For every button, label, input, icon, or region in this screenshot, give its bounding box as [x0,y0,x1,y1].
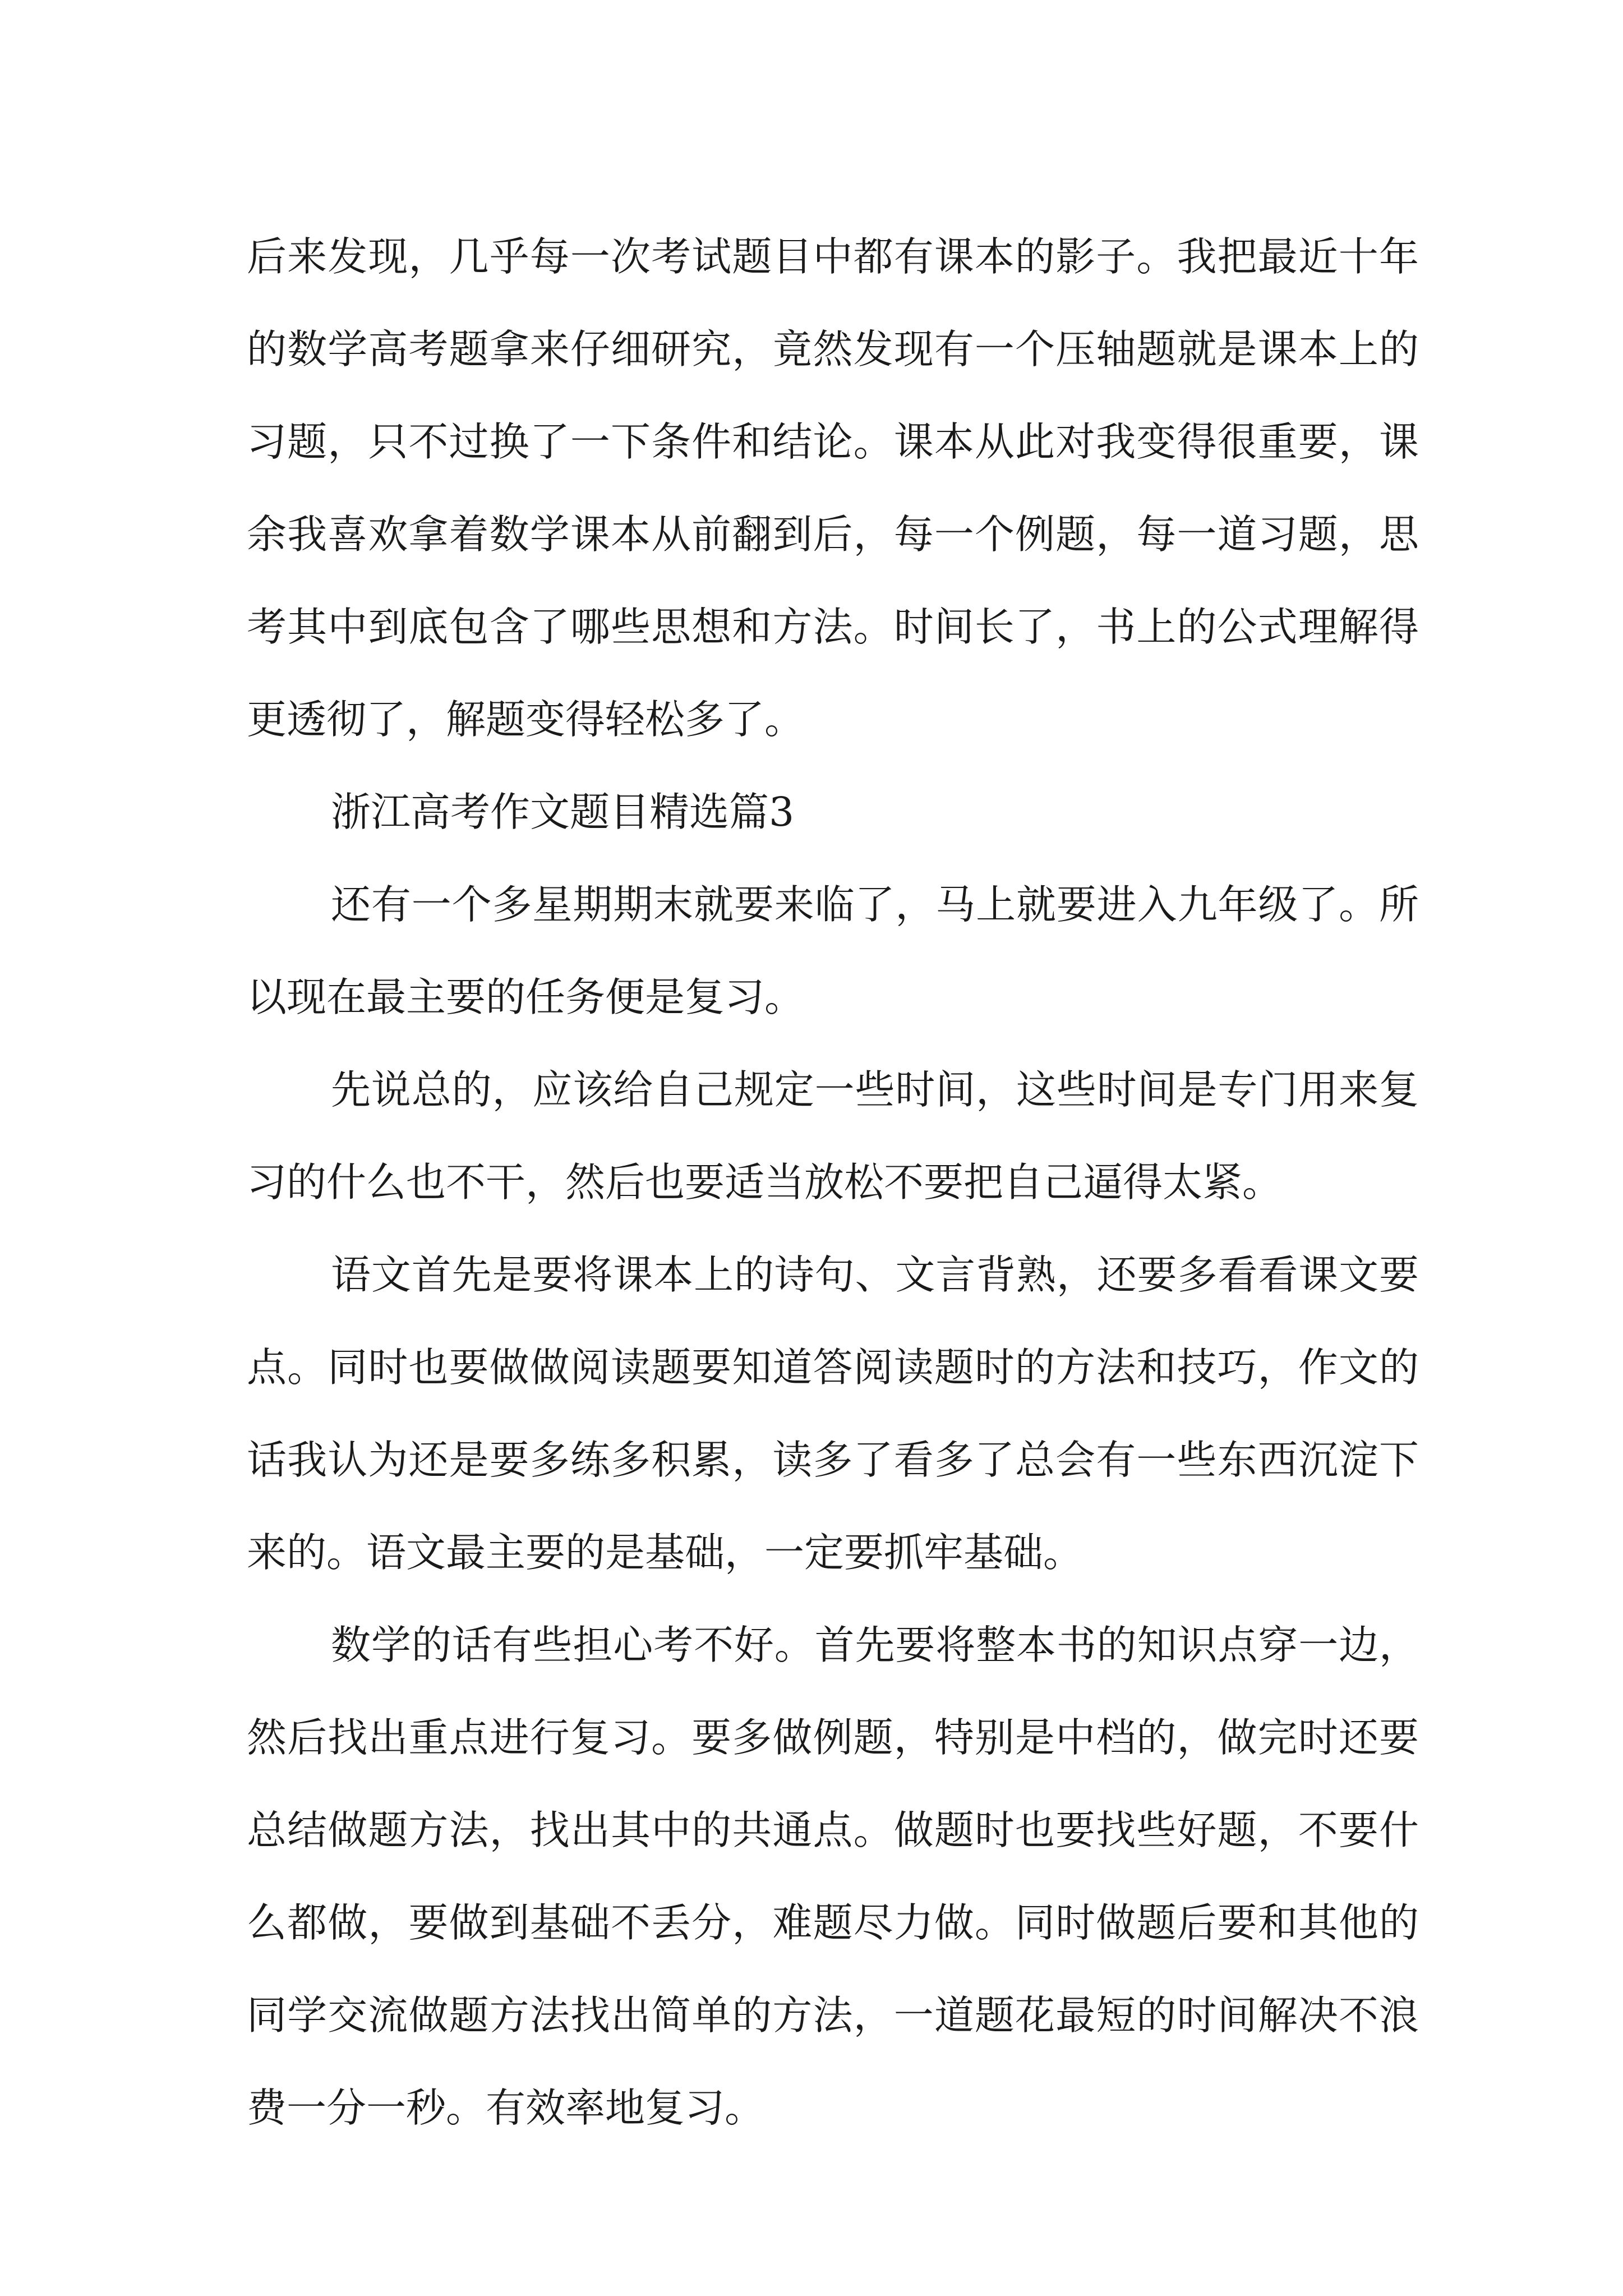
paragraph: 语文首先是要将课本上的诗句、文言背熟，还要多看看课文要点。同时也要做做阅读题要知道答阅读题时的方法和技巧，作文的话我认为还是要多练多积累，读多了看多了总会有一些东西沉淀下来的。语文最主要的是基础，一定要抓牢基础。 [247,1251,1419,1576]
paragraph: 还有一个多星期期末就要来临了，马上就要进入九年级了。所以现在最主要的任务便是复习。 [247,881,1419,1020]
paragraph-continuation: 后来发现，几乎每一次考试题目中都有课本的影子。我把最近十年的数学高考题拿来仔细研究，竟然发现有一个压轴题就是课本上的习题，只不过换了一下条件和结论。课本从此对我变得很重要，课余我喜欢拿着数学课本从前翻到后，每一个例题，每一道习题，思考其中到底包含了哪些思想和方法。时间长了，书上的公式理解得更透彻了，解题变得轻松多了。 [247,233,1419,743]
paragraph: 数学的话有些担心考不好。首先要将整本书的知识点穿一边，然后找出重点进行复习。要多做例题，特别是中档的，做完时还要总结做题方法，找出其中的共通点。做题时也要找些好题，不要什么都做，要做到基础不丢分，难题尽力做。同时做题后要和其他的同学交流做题方法找出简单的方法，一道题花最短的时间解决不浪费一分一秒。有效率地复习。 [247,1622,1419,2131]
section-heading: 浙江高考作文题目精选篇3 [331,789,795,835]
document-body [247,210,1419,2154]
paragraph: 先说总的，应该给自己规定一些时间，这些时间是专门用来复习的什么也不干，然后也要适当放松不要把自己逼得太紧。 [247,1066,1419,1205]
